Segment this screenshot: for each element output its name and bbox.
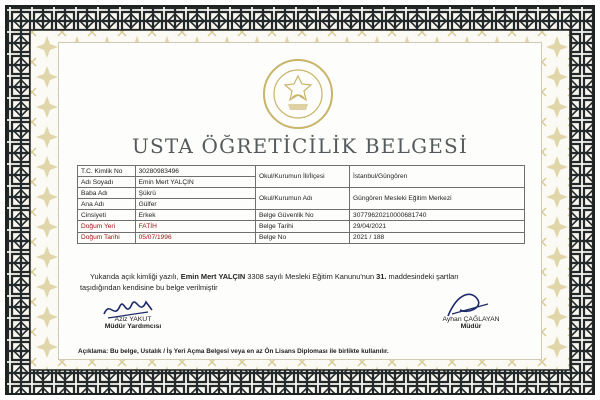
label-cinsiyeti: Cinsiyeti bbox=[78, 210, 136, 221]
label-belge-guvenlik-no: Belge Güvenlik No bbox=[255, 210, 349, 221]
left-signatory-name: Aziz YAKUT bbox=[114, 316, 152, 323]
left-signatory-title: Müdür Yardımcısı bbox=[104, 323, 162, 330]
value-adi-soyadi: Emin Mert YALÇIN bbox=[135, 177, 255, 188]
value-okul-il-ilce: İstanbul/Güngören bbox=[350, 166, 525, 188]
label-belge-tarihi: Belge Tarihi bbox=[255, 221, 349, 232]
label-okul-il-ilce: Okul/Kurumun İli/İlçesi bbox=[255, 166, 349, 188]
table-row bbox=[78, 232, 525, 243]
label-tc-kimlik-no: T.C. Kimlik No bbox=[78, 166, 136, 177]
statement-part-1: Yukarıda açık kimliği yazılı, bbox=[90, 272, 179, 281]
footnote bbox=[78, 348, 528, 355]
right-signatory-title: Müdür bbox=[460, 323, 482, 330]
right-signatory-name: Ayhan ÇAĞLAYAN bbox=[442, 316, 500, 323]
identity-table bbox=[77, 165, 525, 244]
value-belge-tarihi: 29/04/2021 bbox=[350, 221, 525, 232]
label-dogum-tarihi: Doğum Tarihi bbox=[78, 232, 136, 243]
table-row bbox=[78, 221, 525, 232]
value-dogum-yeri: FATİH bbox=[135, 221, 255, 232]
right-signature-block bbox=[424, 316, 518, 330]
value-ana-adi: Gülfer bbox=[135, 199, 255, 210]
value-belge-no: 2021 / 188 bbox=[350, 232, 525, 243]
ministry-seal-icon bbox=[262, 58, 334, 130]
statement-part-2: 3308 sayılı Mesleki Eğitim Kanunu'nun bbox=[247, 272, 375, 281]
document-title: USTA ÖĞRETİCİLİK BELGESİ bbox=[131, 134, 469, 158]
table-row bbox=[78, 188, 525, 199]
value-okul-adi: Güngören Mesleki Eğitim Merkezi bbox=[350, 188, 525, 210]
value-belge-guvenlik-no: 30779620210000681740 bbox=[350, 210, 525, 221]
value-dogum-tarihi: 05/07/1996 bbox=[135, 232, 255, 243]
footnote-text: Bu belge, Ustalık / İş Yeri Açma Belgesi veya en az Ön Lisans Diploması ile birlikte kullanılır. bbox=[109, 348, 389, 355]
footnote-label: Açıklama: bbox=[78, 348, 109, 355]
table-row bbox=[78, 166, 525, 177]
value-cinsiyeti: Erkek bbox=[135, 210, 255, 221]
statement-part-4: taşıdığından kendisine bu belge verilmiştir bbox=[80, 283, 218, 292]
label-adi-soyadi: Adı Soyadı bbox=[78, 177, 136, 188]
label-baba-adi: Baba Adı bbox=[78, 188, 136, 199]
label-okul-adi: Okul/Kurumun Adı bbox=[255, 188, 349, 210]
statement-article: 31. bbox=[376, 272, 387, 281]
value-baba-adi: Şükrü bbox=[135, 188, 255, 199]
label-dogum-yeri: Doğum Yeri bbox=[78, 221, 136, 232]
left-signature-block bbox=[88, 316, 178, 330]
value-tc-kimlik-no: 30280983496 bbox=[135, 166, 255, 177]
label-belge-no: Belge No bbox=[255, 232, 349, 243]
statement-part-3: maddesindeki şartları bbox=[388, 272, 459, 281]
table-row bbox=[78, 210, 525, 221]
statement-name: Emin Mert YALÇIN bbox=[180, 272, 246, 281]
label-ana-adi: Ana Adı bbox=[78, 199, 136, 210]
